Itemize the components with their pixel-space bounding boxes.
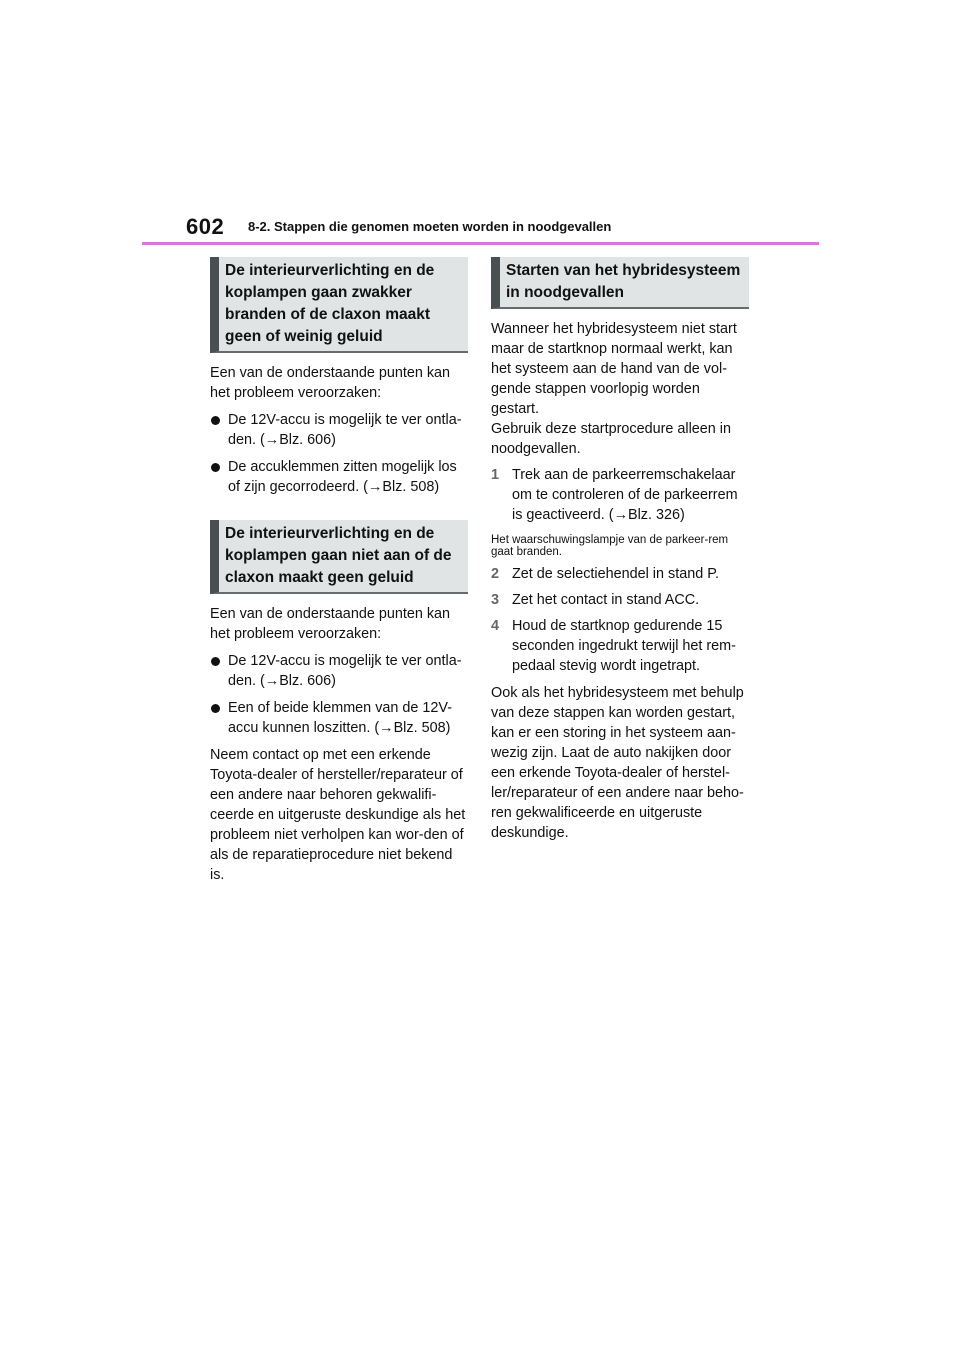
paragraph-cause-intro-2: Een van de onderstaande punten kan het probleem veroorzaken: — [210, 606, 451, 642]
list-item — [210, 457, 468, 497]
list-item-text: De accuklemmen zitten mogelijk los of zijn gecorrodeerd. (→Blz. 508) — [228, 459, 457, 495]
paragraph-contact-dealer: Neem contact op met een erkende Toyota-dealer of hersteller/reparateur of een andere naar behoren gekwalifi-ceerde en uitgeruste deskundige als het probleem niet verholpen kan wor-den of als de reparatieprocedure niet bekend is. — [210, 747, 466, 883]
heading-dim-lights: De interieurverlichting en de koplampen gaan zwakker branden of de claxon maakt geen of weinig geluid — [210, 257, 468, 353]
bullet-icon — [211, 416, 220, 425]
list-item-text: De 12V-accu is mogelijk te ver ontla-den. (→Blz. 606) — [228, 653, 462, 689]
step-text: Zet het contact in stand ACC. — [512, 592, 700, 608]
paragraph-cause-intro-1: Een van de onderstaande punten kan het probleem veroorzaken: — [210, 365, 451, 401]
left-column — [210, 257, 468, 885]
bullet-icon — [211, 704, 220, 713]
bullet-icon — [211, 463, 220, 472]
list-item — [210, 698, 468, 738]
list-item-text: De 12V-accu is mogelijk te ver ontla-den. (→Blz. 606) — [228, 412, 462, 448]
header-rule — [142, 242, 819, 245]
paragraph-intro: Wanneer het hybridesysteem niet start maar de startknop normaal werkt, kan het systeem aan de hand van de vol-gende stappen voorlopig worden gestart. — [491, 321, 737, 417]
right-column — [491, 257, 749, 843]
step-3 — [491, 590, 749, 610]
list-item — [210, 651, 468, 691]
heading-no-lights: De interieurverlichting en de koplampen gaan niet aan of de claxon maakt geen geluid — [210, 520, 468, 594]
step-number: 4 — [491, 618, 500, 634]
step-text: Houd de startknop gedurende 15 seconden ingedrukt terwijl het rem-pedaal stevig wordt ingetrapt. — [512, 618, 736, 674]
paragraph-emergency-only: Gebruik deze startprocedure alleen in noodgevallen. — [491, 421, 731, 457]
step-number: 2 — [491, 566, 500, 582]
section-title: 8-2. Stappen die genomen moeten worden in noodgevallen — [248, 219, 612, 234]
step-text: Trek aan de parkeerremschakelaar om te controleren of de parkeerrem is geactiveerd. (→Blz. 326) — [512, 467, 738, 523]
step-2 — [491, 564, 749, 584]
page-number: 602 — [186, 214, 225, 239]
step-number: 3 — [491, 592, 500, 608]
step-4 — [491, 616, 749, 676]
step-1-note: Het waarschuwingslampje van de parkeer-rem gaat branden. — [491, 534, 729, 558]
list-item-text: Een of beide klemmen van de 12V-accu kunnen loszitten. (→Blz. 508) — [228, 700, 452, 736]
list-item — [210, 410, 468, 450]
step-text: Zet de selectiehendel in stand P. — [512, 566, 719, 582]
paragraph-closing: Ook als het hybridesysteem met behulp van deze stappen kan worden gestart, kan er een storing in het systeem aan-wezig zijn. Laat de auto nakijken door een erkende Toyota-dealer of herstel-ler/reparateur of een andere naar beho-ren gekwalificeerde en uitgeruste deskundige. — [491, 685, 744, 841]
step-number: 1 — [491, 467, 500, 483]
step-1 — [491, 465, 749, 525]
heading-emergency-start: Starten van het hybridesysteem in noodgevallen — [491, 257, 749, 309]
bullet-icon — [211, 657, 220, 666]
